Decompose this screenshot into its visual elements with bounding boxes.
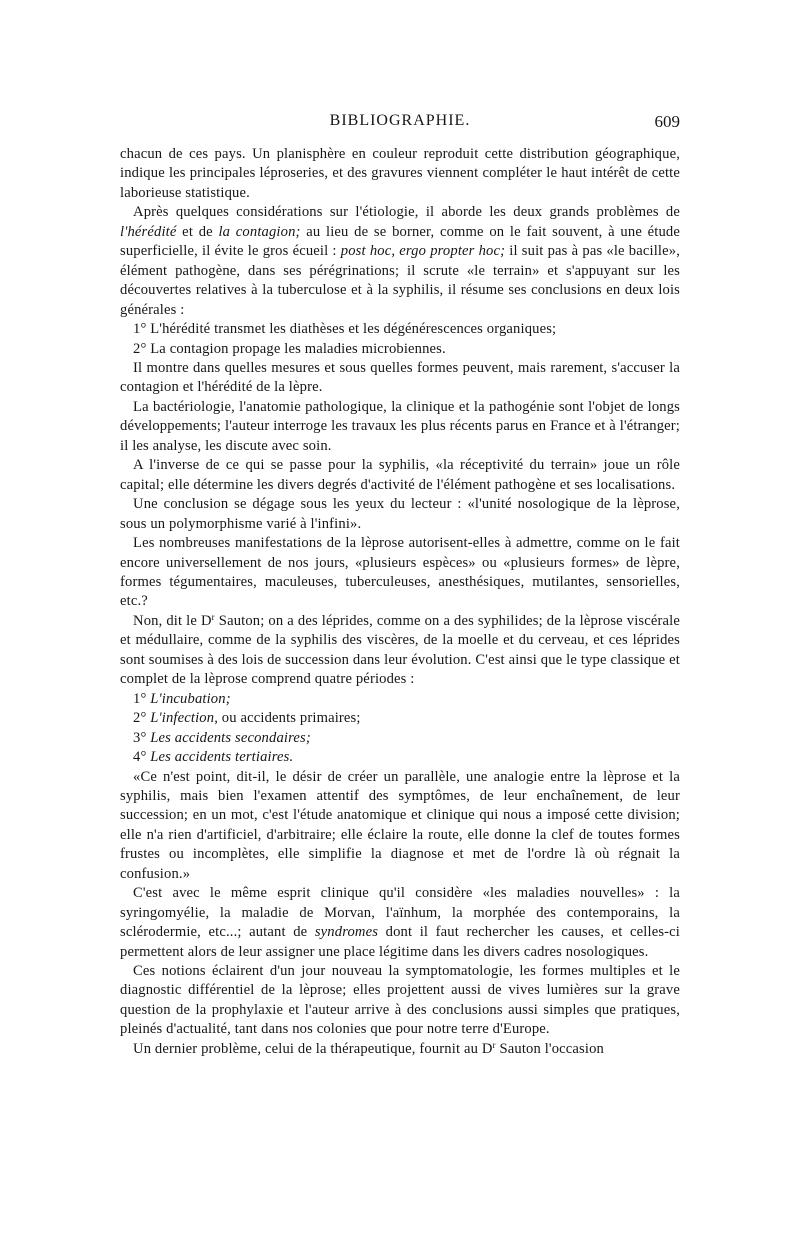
paragraph: Une conclusion se dégage sous les yeux du lecteur : «l'unité nosologique de la lèprose, sous un polymorphisme varié à l'infini». [120, 496, 680, 532]
paragraph: 1° L'hérédité transmet les diathèses et les dégénérescences organiques; [133, 321, 557, 338]
paragraph: C'est avec le même esprit clinique qu'il considère «les maladies nouvelles» : la syringomyélie, la maladie de Morvan, l'aïnhum, la morphée des contemporains, la sclérodermie, etc...; autant de syndromes dont il faut rechercher les causes, et celles-ci permettent alors de leur assigner une place légitime dans les divers cadres nosologiques. [120, 885, 680, 960]
paragraph: «Ce n'est point, dit-il, le désir de créer un parallèle, une analogie entre la lèprose et la syphilis, mais bien l'examen attentif des symptômes, de leur enchaînement, de leur succession; en un mot, c'est l'étude anatomique et clinique qui nous a imposé cette division; elle n'a rien d'artificiel, d'arbitraire; elle éclaire la route, elle donne la clef de toutes formes frustes ou incomplètes, elle simplifie la diagnose et met de l'ordre là où régnait la confusion.» [120, 768, 680, 882]
paragraph: Ces notions éclairent d'un jour nouveau la symptomatologie, les formes multiples et le diagnostic différentiel de la lèprose; elles projettent aussi de vives lumières sur la grave question de la prophylaxie et l'auteur arrive à des conclusions aussi simples que pratiques, pleinés d'actualité, tant dans nos colonies que pour notre terre d'Europe. [120, 963, 680, 1038]
paragraph: Les nombreuses manifestations de la lèprose autorisent-elles à admettre, comme on le fait encore universellement de nos jours, «plusieurs espèces» ou «plusieurs formes» de lèpre, formes tégumentaires, maculeuses, tuberculeuses, anesthésiques, mutilantes, sensorielles, etc.? [120, 535, 680, 610]
running-head [120, 112, 680, 136]
paragraph: Après quelques considérations sur l'étiologie, il aborde les deux grands problèmes de l'hérédité et de la contagion; au lieu de se borner, comme on le fait souvent, à une étude superficielle, il évite le gros écueil : post hoc, ergo propter hoc; il suit pas à pas «le bacille», élément pathogène, dans ses pérégrinations; il scrute «le terrain» et s'appuyant sur les découvertes relatives à la tuberculose et à la syphilis, il résume ses conclusions en deux lois générales : [120, 204, 680, 318]
paragraph: 2° La contagion propage les maladies microbiennes. [133, 340, 446, 357]
paragraph: 3° Les accidents secondaires; [133, 729, 311, 746]
paragraph: 4° Les accidents tertiaires. [133, 749, 294, 766]
paragraph: 2° L'infection, ou accidents primaires; [133, 710, 361, 727]
paragraph: La bactériologie, l'anatomie pathologique, la clinique et la pathogénie sont l'objet de longs développements; l'auteur interroge les travaux les plus récents parus en France et à l'étranger; il les analyse, les discute avec soin. [120, 398, 680, 454]
paragraph: A l'inverse de ce qui se passe pour la syphilis, «la réceptivité du terrain» joue un rôle capital; elle détermine les divers degrés d'activité de l'élément pathogène et ses localisations. [120, 457, 680, 493]
paragraph: Un dernier problème, celui de la thérapeutique, fournit au $D^r$ Sauton l'occasion [133, 1039, 604, 1057]
paragraph: Il montre dans quelles mesures et sous quelles formes peuvent, mais rarement, s'accuser la contagion et l'hérédité de la lèpre. [120, 359, 680, 396]
running-title: BIBLIOGRAPHIE. [329, 112, 471, 129]
paragraph: Non, dit le $D^r$ Sauton; on a des léprides, comme on a des syphilides; de la lèprose viscérale et médullaire, comme de la syphilis des viscères, de la moelle et du cerveau, et ces léprides sont soumises à des lois de succession dans leur évolution. C'est ainsi que le type classique et complet de la lèprose comprend quatre périodes : [120, 611, 680, 688]
paragraph: chacun de ces pays. Un planisphère en couleur reproduit cette distribution géographique, indique les principales léproseries, et des gravures viennent compléter le haut intérêt de cette laborieuse statistique. [120, 146, 680, 201]
body-text [120, 145, 680, 1059]
paragraph: 1° L'incubation; [133, 690, 231, 707]
page-number: 609 [654, 112, 680, 131]
